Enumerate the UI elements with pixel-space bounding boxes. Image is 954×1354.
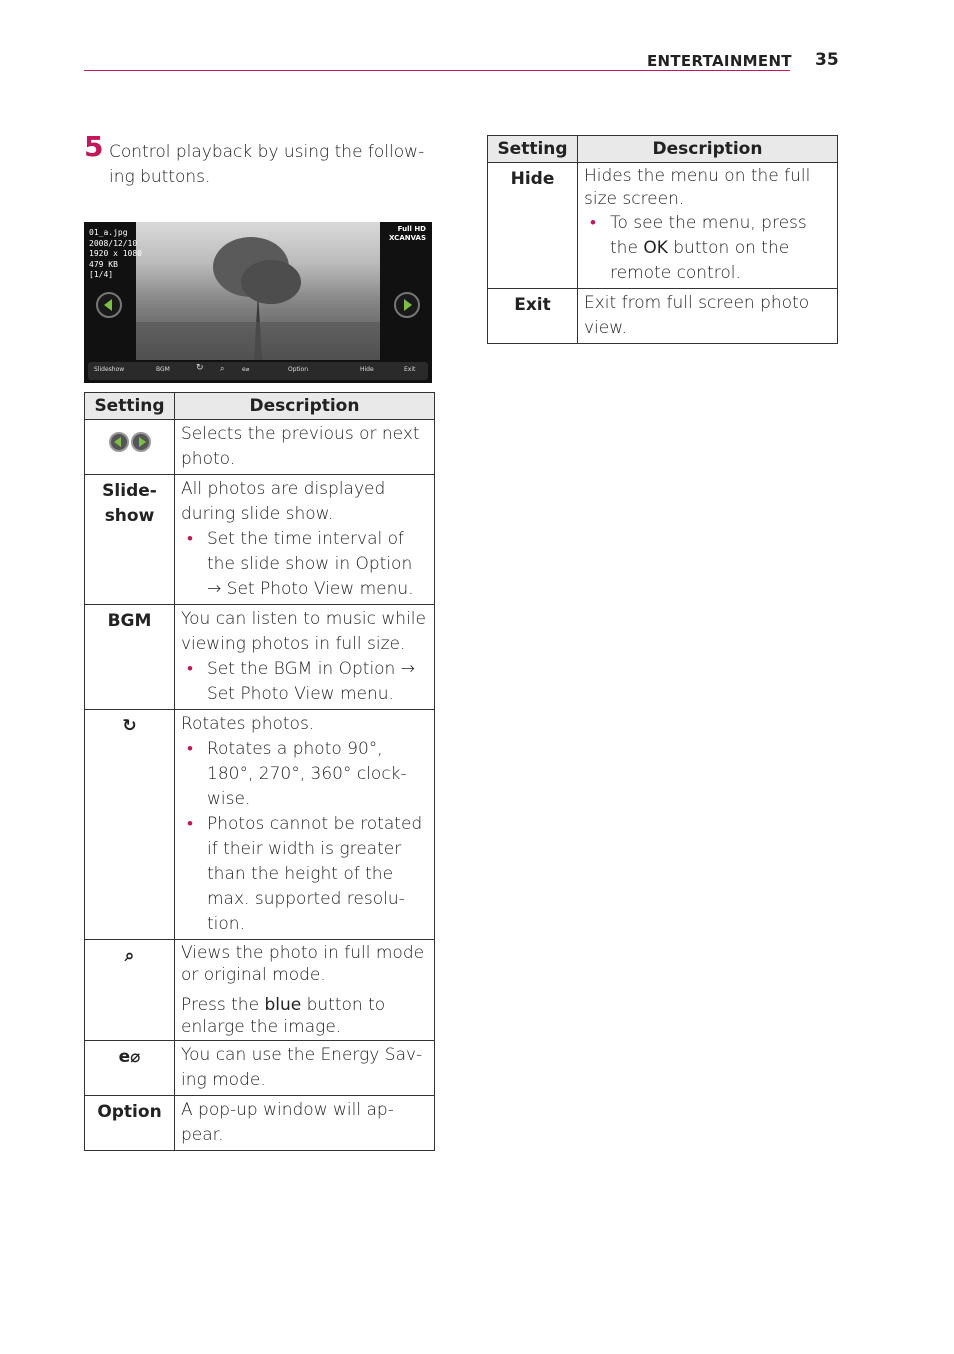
setting-cell: Hide [488, 163, 578, 289]
table-row [85, 605, 435, 710]
description-cell: You can use the Energy Sav-ing mode. [175, 1041, 435, 1096]
bullet-item: • To see the menu, press the OK button on the remote control. [584, 211, 831, 286]
description-cell: All photos are displayed during slide show. • Set the time interval of the slide show in Option → Set Photo View menu. [175, 475, 435, 605]
prev-photo-button[interactable] [96, 292, 122, 318]
next-photo-button[interactable] [394, 292, 420, 318]
table-row [85, 1041, 435, 1096]
description-cell: You can listen to music while viewing photos in full size. • Set the BGM in Option → Set Photo View menu. [175, 605, 435, 710]
energy-saving-icon: e⌀ [85, 1041, 175, 1096]
setting-cell [85, 420, 175, 475]
landscape-photo [136, 222, 380, 360]
table-row [85, 710, 435, 940]
col-header-setting: Setting [488, 136, 578, 163]
description-cell: A pop-up window will ap-pear. [175, 1096, 435, 1151]
description-cell: Selects the previous or next photo. [175, 420, 435, 475]
description-cell: Hides the menu on the full size screen. • To see the menu, press the OK button on the remote control. [578, 163, 838, 289]
setting-cell: BGM [85, 605, 175, 710]
description-cell: Rotates photos. • Rotates a photo 90°, 180°, 270°, 360° clock-wise. • Photos cannot be rotated if their width is greater than the height of the max. supported resolu-tion. [175, 710, 435, 940]
section-title: ENTERTAINMENT [647, 52, 792, 70]
step-text: Control playback by using the follow-ing buttons. [109, 142, 425, 187]
bullet-item: • Photos cannot be rotated if their width is greater than the height of the max. supported resolu-tion. [181, 812, 428, 937]
setting-cell: Option [85, 1096, 175, 1151]
table-row [85, 475, 435, 605]
page-number: 35 [815, 50, 839, 70]
photo-viewer-screenshot [84, 222, 432, 383]
tree-illustration [136, 222, 380, 360]
xcanvas-logo: Full HD XCANVAS [389, 225, 426, 242]
prev-icon [109, 432, 129, 452]
step-5 [84, 130, 434, 190]
description-cell: Exit from full screen photo view. [578, 289, 838, 344]
step-number: 5 [84, 130, 104, 163]
col-header-description: Description [578, 136, 838, 163]
table-row [488, 163, 838, 289]
slideshow-button[interactable]: Slideshow [94, 366, 125, 373]
zoom-icon: ⌕ [85, 940, 175, 1041]
setting-cell: Exit [488, 289, 578, 344]
settings-table-left [84, 392, 435, 1151]
table-row [488, 289, 838, 344]
control-bar [88, 362, 428, 380]
rotate-icon: ↻ [85, 710, 175, 940]
table-row [85, 940, 435, 1041]
table-row [85, 420, 435, 475]
bullet-item: • Rotates a photo 90°, 180°, 270°, 360° clock-wise. [181, 737, 428, 812]
setting-cell: Slide-show [85, 475, 175, 605]
exit-button[interactable]: Exit [404, 366, 416, 373]
bgm-button[interactable]: BGM [156, 366, 170, 373]
table-row [85, 1096, 435, 1151]
photo-info: 01_a.jpg 2008/12/10 1920 x 1080 479 KB [1/4] [89, 228, 142, 279]
zoom-icon[interactable]: ⌕ [220, 364, 225, 373]
next-icon [131, 432, 151, 452]
description-cell: Views the photo in full mode or original mode. Press the blue button to enlarge the image. [175, 940, 435, 1041]
rotate-icon[interactable]: ↻ [196, 363, 204, 373]
energy-icon[interactable]: e⌀ [242, 366, 250, 373]
col-header-description: Description [175, 393, 435, 420]
hide-button[interactable]: Hide [360, 366, 374, 373]
settings-table-right [487, 135, 838, 344]
col-header-setting: Setting [85, 393, 175, 420]
option-button[interactable]: Option [288, 366, 309, 373]
bullet-item: • Set the BGM in Option → Set Photo View menu. [181, 657, 428, 707]
bullet-item: • Set the time interval of the slide show in Option → Set Photo View menu. [181, 527, 428, 602]
header-rule [84, 70, 790, 71]
